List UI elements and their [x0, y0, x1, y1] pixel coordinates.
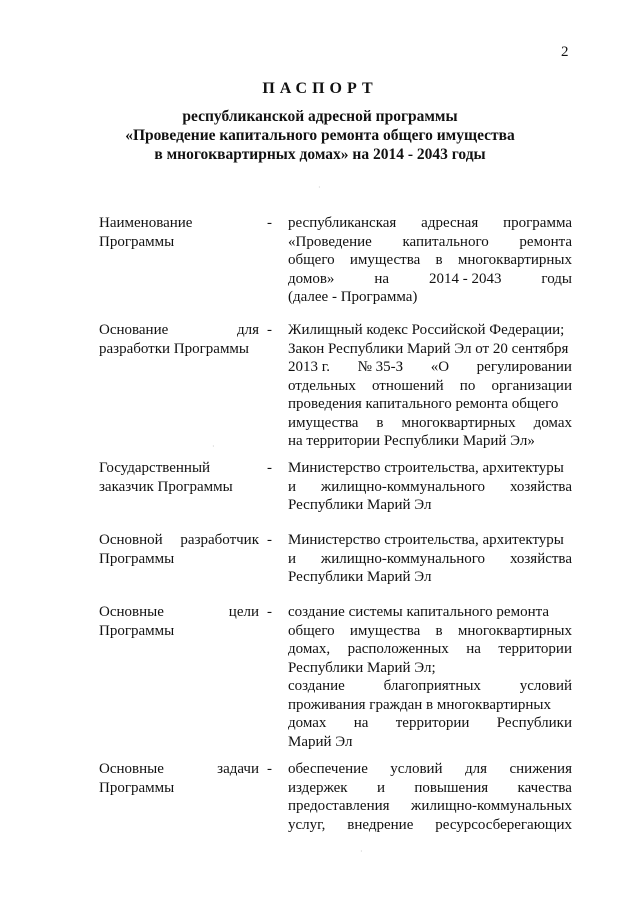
row-label-line: Программы	[99, 233, 175, 250]
row-label-line: заказчик Программы	[99, 478, 233, 495]
row-value	[288, 214, 572, 307]
row-value-word: отношений	[372, 377, 444, 394]
row-dash: -	[267, 761, 272, 777]
row-value-word: имущества	[288, 414, 359, 431]
row-value-word: обеспечение	[288, 761, 368, 777]
row-label-line	[99, 760, 259, 779]
row-value-word: в	[376, 414, 384, 431]
row-value-word: капитального	[402, 233, 489, 250]
row-value-line	[288, 340, 572, 359]
row-label-line: Наименование	[99, 215, 193, 231]
row-value-line	[288, 233, 572, 252]
row-value-word: организации	[491, 377, 572, 394]
row-value-line	[288, 214, 572, 233]
row-value-word: программа	[503, 215, 572, 231]
document-subtitle	[0, 107, 640, 164]
row-value-word: Республики Марий Эл	[288, 569, 432, 585]
row-value-word: хозяйства	[509, 550, 572, 567]
row-value-line	[288, 251, 572, 270]
row-value-word: многоквартирных	[457, 252, 572, 268]
row-dash: -	[267, 604, 272, 620]
row-label	[99, 760, 259, 797]
row-value-word: (далее - Программа)	[288, 289, 418, 305]
row-value-word: и	[288, 478, 297, 495]
row-value-word: на территории Республики Марий Эл»	[288, 433, 535, 449]
row-value-line	[288, 659, 572, 678]
row-value-word: адресная	[421, 215, 479, 231]
row-label-word: Основные	[99, 761, 164, 777]
row-label-word: Основание	[99, 322, 169, 338]
row-value	[288, 760, 572, 834]
row-value-word: общего	[288, 252, 335, 268]
row-value-word: благоприятных	[383, 678, 481, 694]
row-value-word: создание	[288, 678, 345, 694]
row-value-line	[288, 288, 572, 307]
row-value-word: жилищно-коммунальных	[411, 798, 572, 814]
row-value-word: годы	[541, 270, 572, 287]
row-value-line	[288, 377, 572, 396]
row-value-word: на	[374, 270, 390, 287]
row-label-word: для	[236, 322, 259, 338]
row-value-line	[288, 797, 572, 816]
row-value-word: услуг,	[288, 816, 326, 833]
row-value-word: Министерство строительства, архитектуры	[288, 460, 564, 476]
row-value-word: «О	[430, 359, 450, 375]
row-value-word: республиканская	[288, 215, 397, 231]
row-label-word: Основной	[99, 532, 163, 548]
row-label-line	[99, 603, 259, 622]
row-value-word: Республики	[496, 715, 572, 731]
row-value-word: «Проведение	[288, 233, 372, 250]
row-label-word: цели	[228, 604, 259, 620]
row-value-line	[288, 395, 572, 414]
row-value-word: жилищно-коммунального	[320, 550, 486, 567]
row-label-line: Программы	[99, 550, 175, 567]
row-value-word: в	[435, 622, 443, 639]
row-value-line	[288, 550, 572, 569]
row-value-line	[288, 640, 572, 659]
row-dash: -	[267, 460, 272, 476]
row-value-line	[288, 531, 572, 550]
row-value-word: и	[376, 779, 385, 796]
row-value-word: общего	[288, 622, 335, 639]
row-value-word: 2014 - 2043	[428, 270, 502, 287]
row-value-word: Закон Республики Марий Эл от 20 сентября	[288, 340, 569, 357]
row-value-word: качества	[517, 779, 572, 796]
row-label	[99, 531, 259, 568]
row-value-word: на	[466, 641, 481, 657]
row-value-word: создание системы капитального ремонта	[288, 604, 549, 620]
page-number: 2	[561, 44, 569, 60]
row-value-word: домах,	[288, 641, 331, 657]
row-value-line	[288, 496, 572, 515]
row-label-line: Государственный	[99, 460, 211, 476]
row-value-word: имущества	[349, 252, 421, 268]
row-value-word: Марий Эл	[288, 733, 353, 750]
row-value-line	[288, 714, 572, 733]
row-value-line	[288, 603, 572, 622]
row-value-word: условий	[519, 678, 572, 694]
row-value-word: имущества	[349, 622, 421, 639]
row-value-word: в	[435, 252, 443, 268]
row-value-word: домах	[533, 414, 572, 431]
row-value-word: хозяйства	[509, 478, 572, 495]
row-value	[288, 531, 572, 587]
row-value-word: внедрение	[347, 816, 414, 833]
row-value-line	[288, 321, 572, 340]
row-value-line	[288, 459, 572, 478]
row-value-word: Республики Марий Эл	[288, 497, 432, 513]
subtitle-line: «Проведение капитального ремонта общего имущества	[125, 127, 515, 144]
row-value-word: домах	[288, 715, 327, 731]
row-label-word: задачи	[217, 761, 259, 777]
row-value-word: по	[459, 377, 476, 394]
row-value-word: территории	[498, 641, 572, 657]
row-value-line	[288, 696, 572, 715]
row-label-line: разработки Программы	[99, 340, 249, 357]
row-value-line	[288, 432, 572, 451]
row-value-word: Министерство строительства, архитектуры	[288, 532, 564, 548]
row-value-word: условий	[390, 761, 443, 777]
row-value-word: многоквартирных	[457, 622, 572, 639]
row-value-word: ресурсосберегающих	[435, 816, 572, 833]
row-label-word: разработчик	[180, 532, 259, 548]
row-value	[288, 603, 572, 751]
row-value-word: № 35-З	[357, 359, 404, 375]
row-label	[99, 459, 259, 496]
subtitle-line: в многоквартирных домах» на 2014 - 2043 годы	[154, 146, 486, 163]
scan-dot: ·	[318, 183, 321, 192]
row-value-line	[288, 478, 572, 497]
row-label-line: Программы	[99, 622, 175, 639]
row-value-word: расположенных	[347, 641, 449, 657]
row-value-word: 2013 г.	[288, 359, 330, 375]
row-value-word: жилищно-коммунального	[320, 478, 486, 495]
row-value-line	[288, 733, 572, 752]
row-value-word: на	[353, 715, 369, 731]
row-value-word: многоквартирных	[401, 414, 516, 431]
row-value-word: снижения	[509, 761, 572, 777]
row-value-word: территории	[395, 715, 470, 731]
row-dash: -	[267, 215, 272, 231]
row-value-line	[288, 677, 572, 696]
row-value-line	[288, 779, 572, 798]
row-value-line	[288, 568, 572, 587]
row-label	[99, 214, 259, 251]
row-value-word: и	[288, 550, 297, 567]
row-value-word: отдельных	[288, 377, 356, 394]
row-value-line	[288, 622, 572, 641]
row-value	[288, 321, 572, 451]
row-value-word: издержек	[288, 779, 348, 796]
row-value-line	[288, 358, 572, 377]
row-dash: -	[267, 532, 272, 548]
row-value-word: Республики Марий Эл;	[288, 659, 436, 676]
subtitle-line: республиканской адресной программы	[182, 108, 458, 125]
row-value-line	[288, 270, 572, 289]
row-value-word: регулировании	[476, 359, 572, 375]
row-value-line	[288, 816, 572, 835]
row-value-word: домов»	[288, 270, 335, 287]
scan-dot: ·	[360, 847, 363, 856]
row-value-word: Жилищный кодекс Российской Федерации;	[288, 322, 565, 338]
row-label-line	[99, 531, 259, 550]
row-label-line: Программы	[99, 779, 175, 796]
scan-dot: ·	[212, 442, 215, 451]
row-label-word: Основные	[99, 604, 164, 620]
document-title: ПАСПОРТ	[262, 80, 378, 97]
row-label	[99, 603, 259, 640]
row-dash: -	[267, 322, 272, 338]
row-label	[99, 321, 259, 358]
row-value	[288, 459, 572, 515]
row-value-word: предоставления	[288, 798, 390, 814]
row-label-line	[99, 321, 259, 340]
row-value-word: ремонта	[519, 233, 572, 250]
row-value-word: для	[465, 761, 488, 777]
row-value-word: проведения капитального ремонта общего	[288, 396, 559, 412]
row-value-line	[288, 414, 572, 433]
row-value-line	[288, 760, 572, 779]
row-value-word: повышения	[414, 779, 489, 796]
row-value-word: проживания граждан в многоквартирных	[288, 696, 551, 713]
